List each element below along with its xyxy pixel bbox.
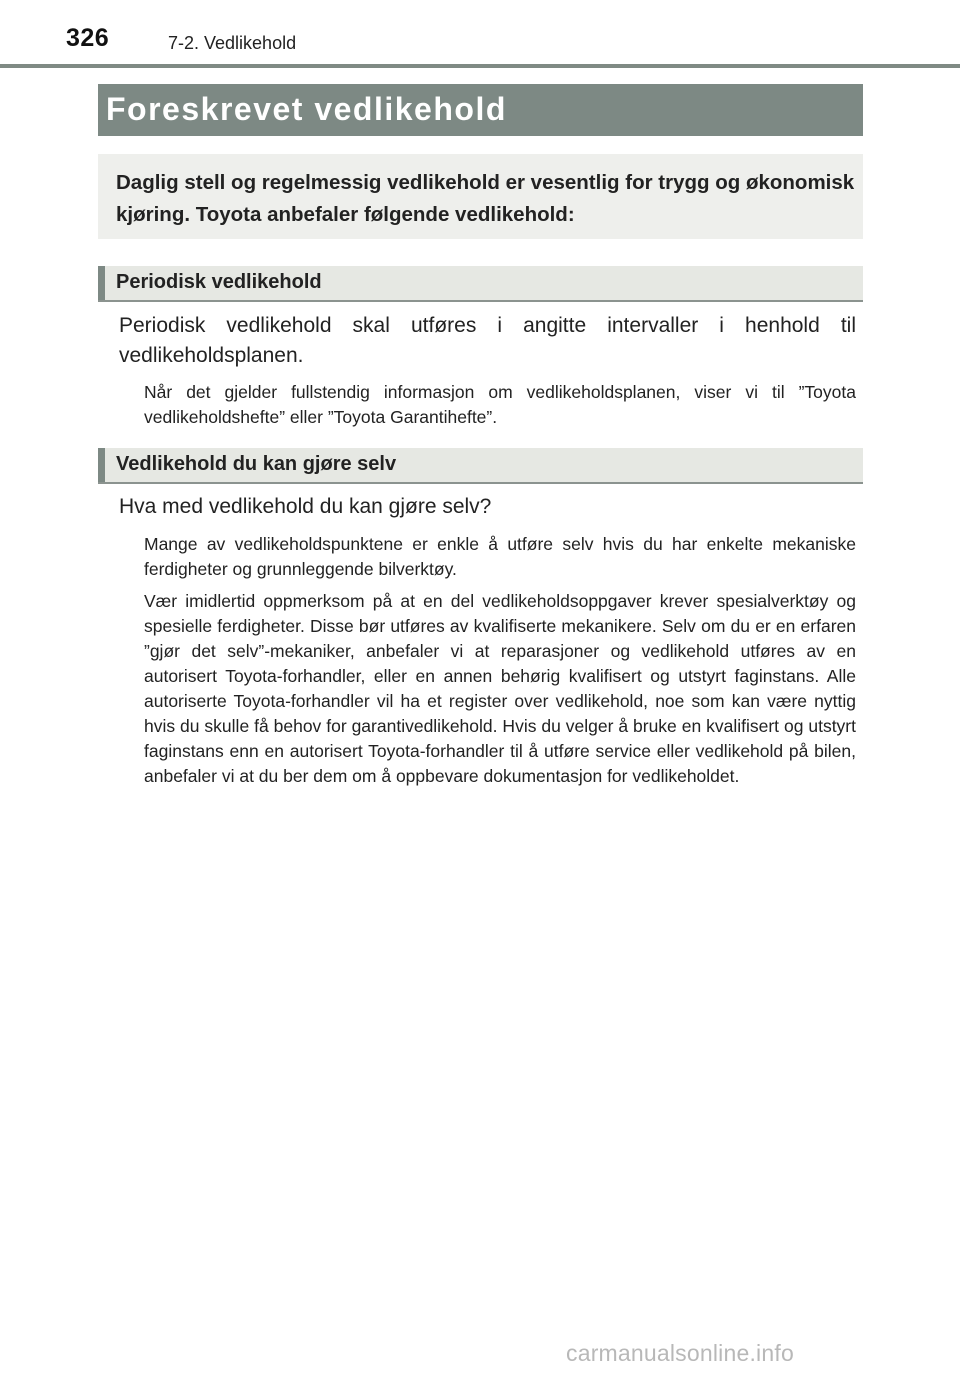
watermark: carmanualsonline.info: [566, 1340, 794, 1366]
header-rule: [0, 64, 960, 68]
intro-box: [98, 154, 863, 239]
title-bar: [98, 84, 863, 136]
chapter-label: 7-2. Vedlikehold: [168, 33, 297, 53]
section-heading-diy: [98, 448, 863, 484]
note-paragraph: Vær imidlertid oppmerksom på at en del vedlikeholdsoppgaver krever spesialverktøy og spesielle ferdigheter. Disse bør utføres av kvalifiserte mekanikere. Selv om du er en erfaren ”gjør det selv”-mekaniker, anbefaler vi at reparasjoner og vedlikehold utføres av en autorisert Toyota-forhandler, eller en annen behørig kvalifisert og utstyrt faginstans. Alle autoriserte Toyota-forhandler vil ha et register over vedlikehold, noe som kan være nyttig hvis du skulle få behov for garantivedlikehold. Hvis du velger å bruke en kvalifisert og utstyrt faginstans enn en autorisert Toyota-forhandler til å utføre service eller vedlikehold på bilen, anbefaler vi at du ber dem om å oppbevare dokumentasjon for vedlikeholdet.: [144, 591, 856, 786]
note-paragraph: Når det gjelder fullstendig informasjon om vedlikeholdsplanen, viser vi til ”Toyota vedlikeholdshefte” eller ”Toyota Garantihefte”.: [144, 382, 856, 427]
section-title: Periodisk vedlikehold: [116, 271, 322, 293]
page-number: 326: [66, 24, 110, 52]
section-heading-periodic: [98, 266, 863, 302]
section-title: Vedlikehold du kan gjøre selv: [116, 453, 397, 475]
section-lead-periodic: Periodisk vedlikehold skal utføres i angitte intervaller i henhold til vedlikeholdsplanen.: [119, 314, 856, 367]
note-paragraph: Mange av vedlikeholdspunktene er enkle å utføre selv hvis du har enkelte mekaniske ferdigheter og grunnleggende bilverktøy.: [144, 534, 856, 579]
intro-text: Daglig stell og regelmessig vedlikehold er vesentlig for trygg og økonomisk kjøring. Toyota anbefaler følgende vedlikehold:: [116, 171, 855, 226]
page-title: Foreskrevet vedlikehold: [106, 91, 507, 127]
page-header: [0, 0, 960, 68]
section-lead-diy: Hva med vedlikehold du kan gjøre selv?: [119, 495, 492, 518]
